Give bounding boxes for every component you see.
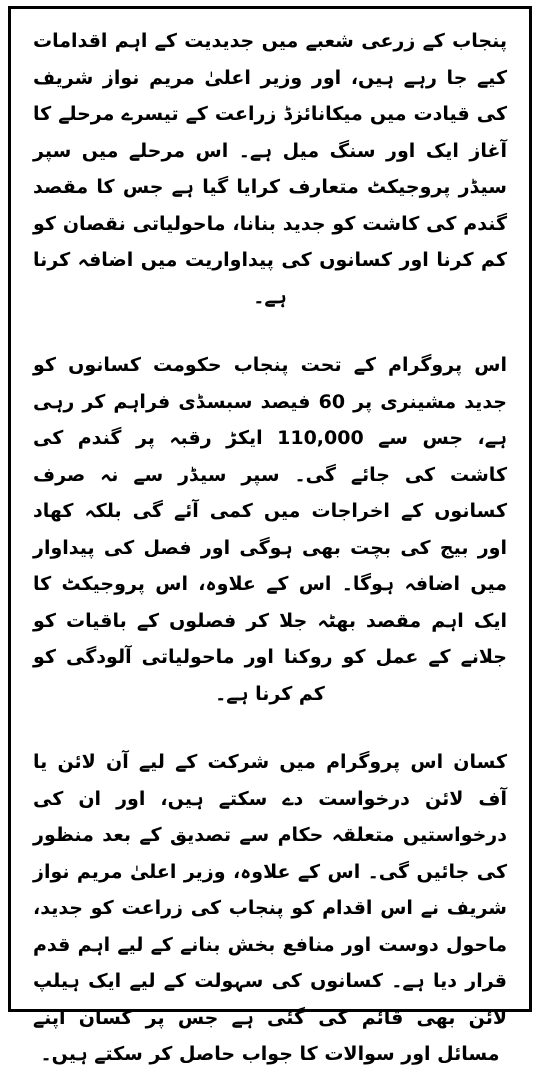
article-frame xyxy=(8,6,532,1065)
paragraph-intro: پنجاب کے زرعی شعبے میں جدیدیت کے اہم اقدامات کیے جا رہے ہیں، اور وزیر اعلیٰ مریم نواز شریف کی قیادت میں میکانائزڈ زراعت کے تیسرے مرحلے کا آغاز ایک اور سنگ میل ہے۔ اس مرحلے میں سپر سیڈر پروجیکٹ متعارف کرایا گیا ہے جس کا مقصد گندم کی کاشت کو جدید بنانا، ماحولیاتی نقصان کو کم کرنا اور کسانوں کی پیداواریت میں اضافہ کرنا ہے۔ xyxy=(33,30,507,308)
paragraph-application: کسان اس پروگرام میں شرکت کے لیے آن لائن یا آف لائن درخواست دے سکتے ہیں، اور ان کی درخواستیں متعلقہ حکام سے تصدیق کے بعد منظور کی جائیں گی۔ اس کے علاوہ، وزیر اعلیٰ مریم نواز شریف نے اس اقدام کو پنجاب کی زراعت کو جدید، ماحول دوست اور منافع بخش بنانے کے لیے اہم قدم قرار دیا ہے۔ کسانوں کی سہولت کے لیے ایک ہیلپ لائن بھی قائم کی گئی ہے جس پر کسان اپنے مسائل اور سوالات کا جواب حاصل کر سکتے ہیں۔ xyxy=(33,751,507,1065)
article-body xyxy=(33,23,507,1073)
paragraph-subsidy: اس پروگرام کے تحت پنجاب حکومت کسانوں کو جدید مشینری پر 60 فیصد سبسڈی فراہم کر رہی ہے، جس سے 110,000 ایکڑ رقبہ پر گندم کی کاشت کی جائے گی۔ سپر سیڈر سے نہ صرف کسانوں کے اخراجات میں کمی آئے گی بلکہ کھاد اور بیج کی بچت بھی ہوگی اور فصل کی پیداوار میں اضافہ ہوگا۔ اس کے علاوہ، اس پروجیکٹ کا ایک اہم مقصد بھٹہ جلا کر فصلوں کے باقیات کو جلانے کے عمل کو روکنا اور ماحولیاتی آلودگی کو کم کرنا ہے۔ xyxy=(33,354,507,705)
